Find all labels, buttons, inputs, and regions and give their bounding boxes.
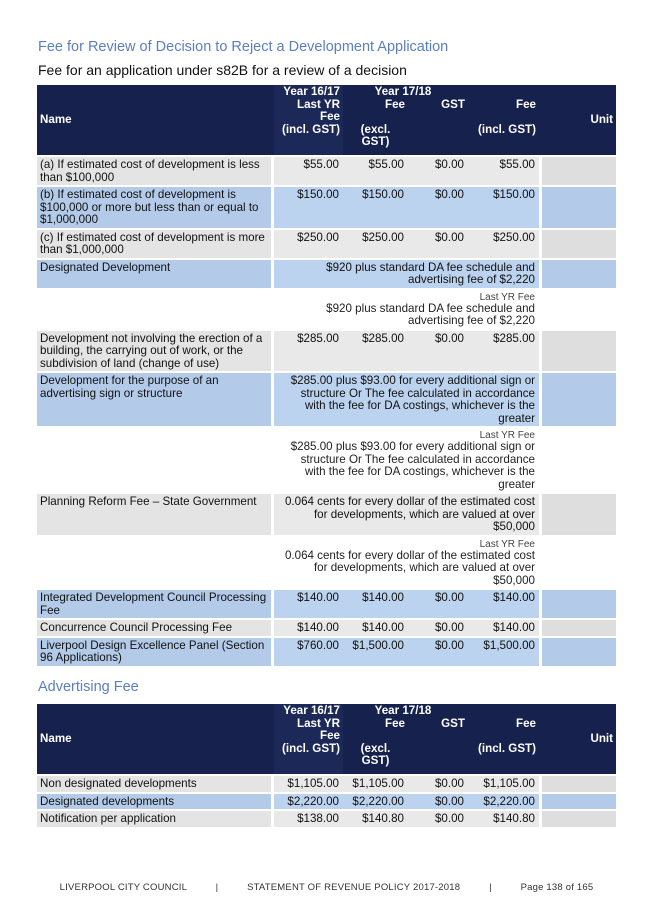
row-last-yr-fee: $250.00 [274, 230, 343, 258]
last-yr-fee-text: Last YR Fee 0.064 cents for every dollar of the estimated cost for developments, which are valued at over $50,000 [274, 537, 539, 589]
row-fee-text: 0.064 cents for every dollar of the estimated cost for developments, which are valued at over $50,000 [274, 494, 539, 535]
row-fee-excl: $150.00 [343, 187, 408, 228]
row-name: Planning Reform Fee – State Government [37, 494, 274, 535]
header-name: Name [37, 85, 274, 155]
header-year1: Year 16/17 Last YR Fee (incl. GST) [274, 85, 343, 155]
row-last-yr-fee: $2,220.00 [274, 794, 343, 810]
row-last-yr-fee: $140.00 [274, 590, 343, 618]
row-gst: $0.00 [408, 187, 468, 228]
row-last-yr-fee: $1,105.00 [274, 776, 343, 792]
row-fee-incl: $2,220.00 [468, 794, 539, 810]
row-unit [539, 331, 616, 372]
row-fee-incl: $285.00 [468, 331, 539, 372]
section-title-review-fee: Fee for Review of Decision to Reject a Development Application [38, 39, 449, 55]
row-unit [539, 260, 616, 288]
header-unit: Unit [539, 704, 616, 774]
row-gst: $0.00 [408, 331, 468, 372]
row-fee-incl: $1,105.00 [468, 776, 539, 792]
last-yr-fee-text: Last YR Fee $920 plus standard DA fee schedule and advertising fee of $2,220 [274, 290, 539, 329]
table-row [37, 776, 616, 792]
row-fee-excl: $140.80 [343, 811, 408, 827]
row-fee-incl: $140.00 [468, 590, 539, 618]
row-fee-excl: $250.00 [343, 230, 408, 258]
row-gst: $0.00 [408, 776, 468, 792]
header-year1: Year 16/17 Last YR Fee (incl. GST) [274, 704, 343, 774]
row-unit [539, 620, 616, 636]
row-fee-incl: $55.00 [468, 157, 539, 185]
header-unit: Unit [539, 85, 616, 155]
row-last-yr-fee: $150.00 [274, 187, 343, 228]
row-fee-incl: $150.00 [468, 187, 539, 228]
row-unit [539, 373, 616, 426]
table-header-row [37, 704, 616, 774]
row-gst: $0.00 [408, 590, 468, 618]
row-fee-excl: $1,500.00 [343, 638, 408, 666]
row-fee-excl: $140.00 [343, 620, 408, 636]
fee-table-advertising [37, 702, 616, 829]
row-unit [539, 776, 616, 792]
row-name: (a) If estimated cost of development is less than $100,000 [37, 157, 274, 185]
section-title-advertising-fee: Advertising Fee [38, 679, 139, 695]
row-unit [539, 811, 616, 827]
last-yr-row [37, 537, 616, 589]
row-name: (b) If estimated cost of development is $100,000 or more but less than or equal to $1,000,000 [37, 187, 274, 228]
header-gst: Year 17/18 GST [408, 704, 468, 774]
table-row [37, 794, 616, 810]
row-unit [539, 638, 616, 666]
row-name: Notification per application [37, 811, 274, 827]
row-name: (c) If estimated cost of development is more than $1,000,000 [37, 230, 274, 258]
row-unit [539, 590, 616, 618]
row-name: Non designated developments [37, 776, 274, 792]
table-row [37, 494, 616, 535]
row-gst: $0.00 [408, 157, 468, 185]
last-yr-fee-text: Last YR Fee $285.00 plus $93.00 for every additional sign or structure Or The fee calculated in accordance with the fee for DA costings, whichever is the greater [274, 428, 539, 492]
header-gst: Year 17/18 GST [408, 85, 468, 155]
table-row [37, 620, 616, 636]
table-header-row [37, 85, 616, 155]
table-row [37, 157, 616, 185]
row-fee-excl: $1,105.00 [343, 776, 408, 792]
last-yr-row [37, 290, 616, 329]
footer-doc-title: STATEMENT OF REVENUE POLICY 2017-2018 [247, 882, 461, 893]
row-name: Designated developments [37, 794, 274, 810]
footer-org: LIVERPOOL CITY COUNCIL [59, 882, 187, 893]
row-fee-excl: $2,220.00 [343, 794, 408, 810]
row-fee-excl: $285.00 [343, 331, 408, 372]
table-row [37, 187, 616, 228]
row-last-yr-fee: $285.00 [274, 331, 343, 372]
table-row [37, 260, 616, 288]
row-unit [539, 187, 616, 228]
header-name: Name [37, 704, 274, 774]
row-unit [539, 794, 616, 810]
row-fee-text: $285.00 plus $93.00 for every additional sign or structure Or The fee calculated in accordance with the fee for DA costings, whichever is the greater [274, 373, 539, 426]
row-fee-text: $920 plus standard DA fee schedule and advertising fee of $2,220 [274, 260, 539, 288]
header-fee-excl: Fee (excl. GST) [343, 85, 408, 155]
table-row [37, 373, 616, 426]
row-unit [539, 157, 616, 185]
row-gst: $0.00 [408, 620, 468, 636]
row-gst: $0.00 [408, 794, 468, 810]
table-row [37, 638, 616, 666]
row-gst: $0.00 [408, 230, 468, 258]
row-name: Concurrence Council Processing Fee [37, 620, 274, 636]
footer-separator: | [489, 882, 492, 893]
row-last-yr-fee: $140.00 [274, 620, 343, 636]
row-gst: $0.00 [408, 811, 468, 827]
row-name: Designated Development [37, 260, 274, 288]
last-yr-row [37, 428, 616, 492]
table-row [37, 331, 616, 372]
page-footer [0, 882, 653, 893]
row-name: Integrated Development Council Processing Fee [37, 590, 274, 618]
row-fee-excl: $55.00 [343, 157, 408, 185]
row-last-yr-fee: $55.00 [274, 157, 343, 185]
header-fee-excl: Fee (excl. GST) [343, 704, 408, 774]
row-last-yr-fee: $138.00 [274, 811, 343, 827]
row-fee-incl: $140.00 [468, 620, 539, 636]
row-fee-incl: $140.80 [468, 811, 539, 827]
table-row [37, 230, 616, 258]
row-unit [539, 230, 616, 258]
header-fee-incl: Fee (incl. GST) [468, 85, 539, 155]
footer-page-number: Page 138 of 165 [520, 882, 594, 893]
fee-table-review [37, 83, 616, 668]
row-gst: $0.00 [408, 638, 468, 666]
row-name: Liverpool Design Excellence Panel (Section 96 Applications) [37, 638, 274, 666]
row-name: Development for the purpose of an advertising sign or structure [37, 373, 274, 426]
row-name: Development not involving the erection of a building, the carrying out of work, or the subdivision of land (change of use) [37, 331, 274, 372]
row-fee-incl: $1,500.00 [468, 638, 539, 666]
header-fee-incl: Fee (incl. GST) [468, 704, 539, 774]
row-last-yr-fee: $760.00 [274, 638, 343, 666]
row-fee-incl: $250.00 [468, 230, 539, 258]
table-row [37, 811, 616, 827]
footer-separator: | [215, 882, 219, 893]
section-subtitle: Fee for an application under s82B for a review of a decision [38, 62, 407, 78]
table-row [37, 590, 616, 618]
row-fee-excl: $140.00 [343, 590, 408, 618]
row-unit [539, 494, 616, 535]
